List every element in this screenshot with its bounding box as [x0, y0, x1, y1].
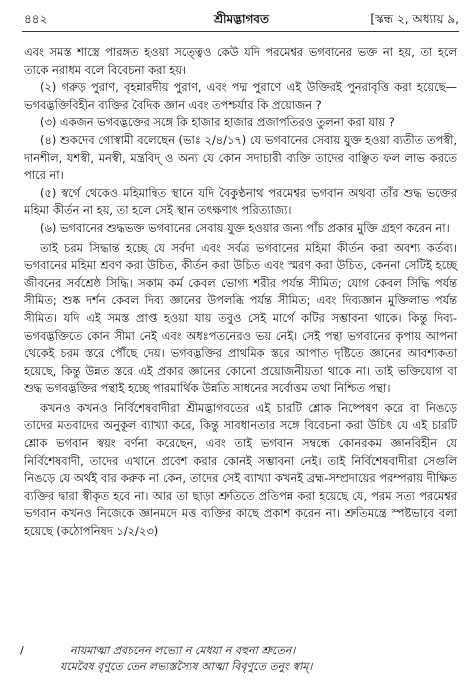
page-body	[24, 44, 457, 541]
paragraph-conclusion: তাই চরম সিদ্ধান্ত হচ্ছে যে সর্বদা এবং সর্বত্র ভগবানের মহিমা কীর্তন করা অবশ্য কর্তব্য। ভগবানের মহিমা শ্রবণ করা উচিত, কীর্তন করা উচিত এবং স্মরণ করা উচিত, কেননা সেটিই হচ্ছে জীবনের সর্বশ্রেষ্ঠ সিদ্ধি। সকাম কর্ম কেবল ভোগ্য শরীর পর্যন্ত সীমিত; যোগ কেবল সিদ্ধি পর্যন্ত সীমিত; শুষ্ক দর্শন কেবল দিব্য জ্ঞানের উপলব্ধি পর্যন্ত সীমিত; এবং দিব্যজ্ঞান মুক্তিলাভ পর্যন্ত সীমিত। যদি এই সমস্ত প্রাপ্ত হওয়া যায় তবুও সেই মার্গে কটির সম্ভাবনা থাকে। কিন্তু দিব্য-ভগবদ্ভক্তিতে কোন সীমা নেই এবং অধঃপতনেরও ভয় নেই। সেই পন্থা ভগবানের কৃপায় আপনা থেকেই চরম স্তরে পৌঁছে দেয়। ভগবদ্ভক্তির প্রাথমিক স্তরে আপাত দৃষ্টিতে জ্ঞানের আবশ্যকতা হয়েছে, কিন্তু উন্নত স্তরে এই প্রকার জ্ঞানের কোনো প্রয়োজনীয়তা থাকে না। তাই ভক্তিযোগ বা শুদ্ধ ভগবদ্ভক্তির পন্থাই হচ্ছে পারমার্থিক উন্নতি সাধনের সর্বোত্তম তথা নিশ্চিত পন্থা।	[24, 240, 457, 396]
paragraph-point-3: (৩) একজন ভগবদ্ভক্তের সঙ্গে কি হাজার হাজার প্রজাপতিরও তুলনা করা যায় ?	[40, 115, 395, 130]
paragraph-point-4: (৪) শুকদেব গোস্বামী বলেছেন (ভাঃ ২/৪/১৭) যে ভগবানের সেবায় যুক্ত হওয়া ব্যতীত তপস্বী, দানশীল, যশস্বী, মনস্বী, মন্ত্রবিদ্‌ ও অন্য যে কোন সদাচারী ব্যক্তি তাদের বাঞ্ছিত ফল লাভ করতে পারে না।	[24, 132, 457, 183]
paragraph-point-6: (৬) ভগবানের শুদ্ধভক্ত ভগবানের সেবায় যুক্ত হওয়ার জন্য পাঁচ প্রকার মুক্তি গ্রহণ করেন না।	[40, 220, 450, 235]
sanskrit-verse	[20, 643, 457, 675]
paragraph-point-2: (২) গরুড় পুরাণ, বৃহন্নারদীয় পুরাণ, এবং পদ্ম পুরাণে এই উক্তিরই পুনরাবৃত্তি করা হয়েছে—ভগবদ্ভক্তিবিহীন ব্যক্তির বৈদিক জ্ঞান এবং তপশ্চর্যার কি প্রয়োজন ?	[24, 80, 457, 112]
verse-line-2: যমেবৈষ বৃণুতে তেন লভ্যস্তস্যৈষ আত্মা বিবৃণুতে তনুং স্বাম্।	[60, 660, 313, 673]
header-divider	[22, 31, 459, 32]
page-header	[24, 8, 459, 30]
paragraph-point-5: (৫) স্বর্গে থেকেও মহিমান্বিত স্থানে যদি বৈকুণ্ঠনাথ পরমেশ্বর ভগবান অথবা তাঁর শুদ্ধ ভক্তের মহিমা কীর্তন না হয়, তা হলে সেই স্থান তৎক্ষণাৎ পরিত্যাজ্য।	[24, 185, 457, 218]
verse-margin-mark: /	[20, 644, 24, 657]
book-title: শ্রীমদ্ভাগবত	[213, 12, 269, 26]
paragraph-impersonalists: কখনও কখনও নির্বিশেষবাদীরা শ্রীমদ্ভাগবতের এই চারটি শ্লোক নিষ্পেষণ করে বা নিঙড়ে তাদের মতবাদের অনুকূল ব্যাখ্যা করে, কিন্তু সাবধানতার সঙ্গে বিবেচনা করা উচিৎ যে এই চারটি শ্লোক ভগবান স্বয়ং বর্ণনা করেছেন, এবং তাই ভগবান সম্বন্ধে কোনরকম জ্ঞানবিহীন যে নির্বিশেষবাদী, তাদের এখানে প্রবেশ করার কোনই সম্ভাবনা নেই। তাই নির্বিশেষবাদীরা সেগুলি নিঙড়ে যে অর্থই বার করুক না কেন, তাদের সেই ব্যাখ্যা কখনই ব্রহ্ম-সম্প্রদায়ের পরম্পরায় দীক্ষিত ব্যক্তির দ্বারা স্বীকৃত হবে না। আর তা ছাড়া শ্রুতিতে প্রতিপন্ন করা হয়েছে যে, পরম সত্য পরমেশ্বর ভগবান কখনও নিজেকে জ্ঞানমদে মত্ত ব্যক্তির কাছে প্রকাশ করেন না। শ্রুতিমন্ত্রে স্পষ্টভাবে বলা হয়েছে (কঠোপনিষদ ১/২/২৩)	[24, 400, 457, 539]
verse-line-1: নায়মাত্মা প্রবচনেন লভ্যো ন মেধয়া ন বহুনা শ্রুতেন।	[70, 644, 296, 657]
section-reference: [স্কন্ধ ২, অধ্যায় ৯,	[370, 12, 459, 26]
paragraph-continuation: এবং সমস্ত শাস্ত্রে পারঙ্গত হওয়া সত্ত্বেও কেউ যদি পরমেশ্বর ভগবানের ভক্ত না হয়, তা হলে তাকে নরাধম বলে বিবেচনা করা হয়।	[24, 45, 457, 77]
page-number: ৪৪২	[24, 12, 48, 26]
